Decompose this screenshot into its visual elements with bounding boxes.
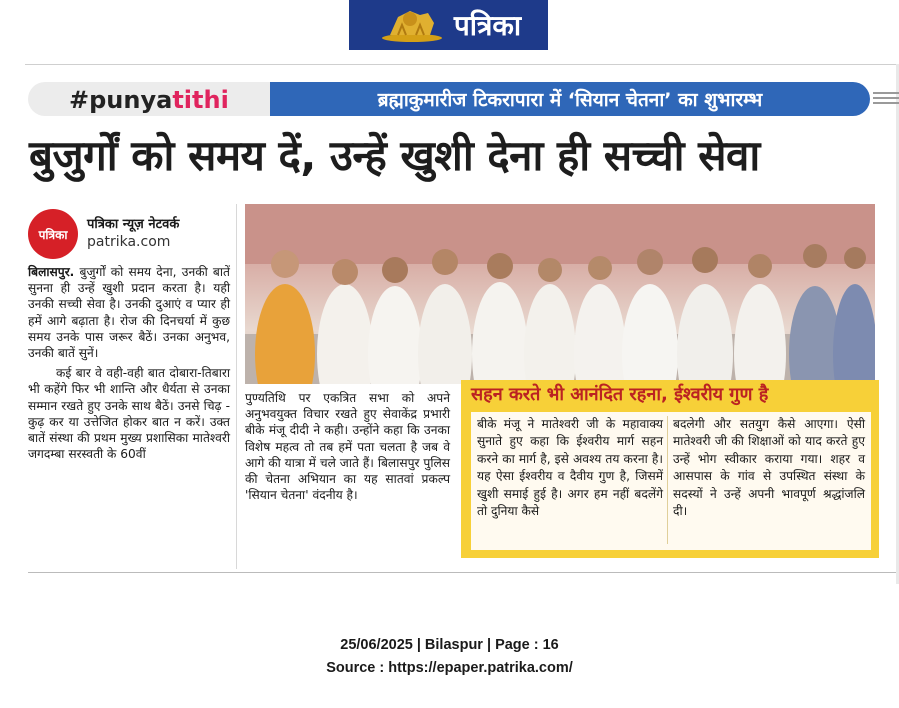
masthead-brand: पत्रिका bbox=[453, 9, 522, 42]
kicker-part2: tithi bbox=[172, 86, 229, 114]
photo-people bbox=[255, 244, 875, 384]
byline-name: पत्रिका न्यूज़ नेटवर्क bbox=[87, 217, 180, 232]
para1-text: बुजुर्गों को समय देना, उनकी बातें सुनना ही उन्हें खुशी प्रदान करता है। यही उनकी सच्ची सेवा है। उनकी दुआएं व प्यार ही हमें आगे बढ़ाता है। रोज की दिनचर्या में कुछ समय उनके पास जरूर बैठें। उनका अनुभव, उनकी बातें सुनें। bbox=[28, 265, 230, 361]
sidebar-box-text-1: बीके मंजू ने मातेश्वरी जी के महावाक्य सुनाते हुए कहा कि ईश्वरीय मार्ग सहन करने का मार्ग है, इसे अवश्य तय करना है। यह ऐसा ईश्वरीय व दैवीय गुण है, जिसमें खुशी समाई हुई है। अगर हम नहीं बदलेंगे तो दुनिया कैसे bbox=[477, 417, 663, 519]
patrika-logo-icon: पत्रिका bbox=[28, 209, 78, 259]
sidebar-box-column-2 bbox=[673, 416, 865, 520]
clip-top-border bbox=[25, 64, 899, 65]
news-clipping bbox=[25, 64, 899, 584]
article-para-3: पुण्यतिथि पर एकत्रित सभा को अपने अनुभवयुक्त विचार रखते हुए सेवाकेंद्र प्रभारी बीके मंजू दीदी ने कही। उन्होंने कहा कि उनका विशेष महत्व तो तब हमें पता चलता है जब वे आगे की यात्रा में चले जाते हैं। बिलासपुर पुलिस की चेतना अभियान का यह सातवां प्रकल्प 'सियान चेतना' वंदनीय है। bbox=[245, 391, 450, 503]
group-photo bbox=[245, 204, 875, 384]
banner-strip: ब्रह्माकुमारीज टिकरापारा में ‘सियान चेतना’ का शुभारम्भ bbox=[270, 82, 870, 116]
banner-lines-decoration bbox=[873, 92, 899, 106]
article-column-1 bbox=[28, 264, 230, 462]
sidebar-box-column-1 bbox=[477, 416, 663, 520]
sidebar-box-text-2: बदलेगी और सतयुग कैसे आएगा। ऐसी मातेश्वरी जी की शिक्षाओं को याद करते हुए उन्हें भोग स्वीकार कराया गया। शहर व आसपास के गांव से उपस्थित संस्था के सदस्यों ने उन्हें अपनी भावपूर्ण श्रद्धांजलि दी। bbox=[673, 417, 865, 519]
dateline: बिलासपुर. bbox=[28, 265, 75, 279]
column-divider bbox=[236, 204, 237, 569]
article-column-2 bbox=[245, 390, 450, 503]
sidebar-box-heading: सहन करते भी आनंदित रहना, ईश्वरीय गुण है bbox=[471, 384, 769, 405]
article-para-2: कई बार वे वही-वही बात दोबारा-तिबारा भी कहेंगे फिर भी शान्ति और धैर्यता से उनका सम्मान रखते हुए उनके साथ बैठें। उनसे चिढ़ - कुढ़ कर या उत्तेजित होकर बात न करें। उक्त बातें संस्था की प्रथम मुख्य प्रशासिका मातेश्वरी जगदम्बा सरस्वती के 60वीं bbox=[28, 366, 230, 462]
sidebar-box-divider bbox=[667, 416, 668, 544]
footer-source-line: Source : https://epaper.patrika.com/ bbox=[326, 660, 573, 676]
byline-site: patrika.com bbox=[87, 234, 171, 250]
kicker-part1: #punya bbox=[69, 86, 173, 114]
footer-date-line: 25/06/2025 | Bilaspur | Page : 16 bbox=[340, 637, 559, 653]
clip-bottom-rule bbox=[28, 572, 896, 573]
masthead bbox=[349, 0, 548, 50]
kicker-hashtag bbox=[69, 86, 229, 114]
lion-emblem-icon bbox=[376, 5, 446, 45]
article-para-1 bbox=[28, 264, 230, 361]
headline: बुजुर्गों को समय दें, उन्हें खुशी देना ही सच्ची सेवा bbox=[29, 131, 760, 180]
